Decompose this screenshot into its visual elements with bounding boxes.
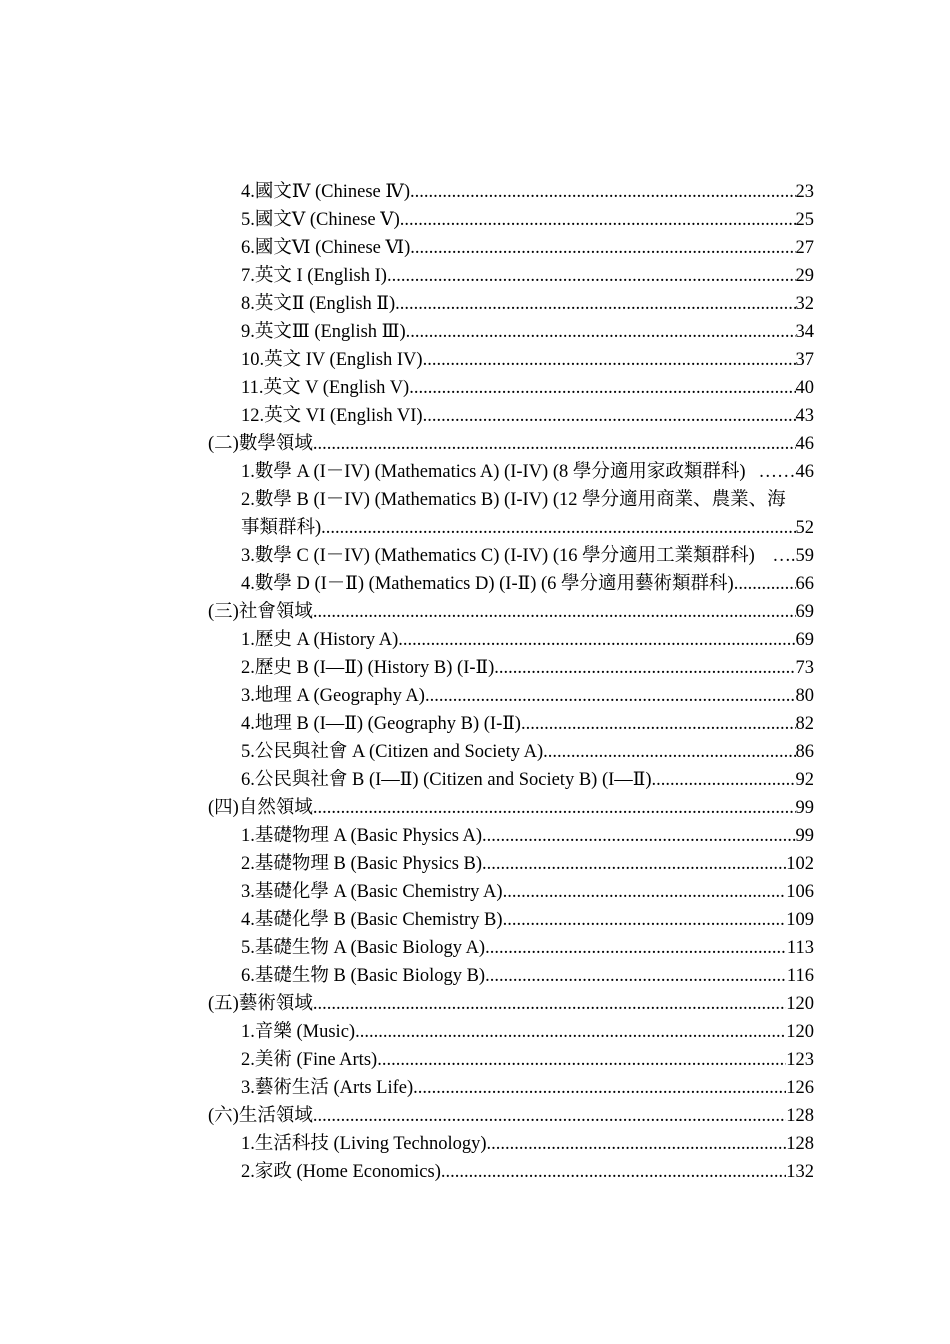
toc-entry-label: 10.英文 IV (English IV): [241, 350, 423, 370]
toc-entry-label: 4.地理 B (I—Ⅱ) (Geography B) (I-Ⅱ): [241, 714, 521, 734]
dot-leader: [409, 374, 795, 402]
toc-entry[interactable]: [208, 682, 814, 710]
toc-entry-page-number: ….59: [772, 546, 814, 566]
toc-entry[interactable]: [208, 1158, 814, 1186]
toc-entry-label: (六)生活領域: [208, 1106, 313, 1126]
toc-entry-label: 8.英文Ⅱ (English Ⅱ): [241, 294, 396, 314]
toc-entry-label: 7.英文 I (English I): [241, 266, 387, 286]
toc-entry-page-number: 46: [795, 434, 814, 454]
toc-entry[interactable]: [208, 346, 814, 374]
toc-entry-page-number: 69: [795, 602, 814, 622]
toc-entry-label: 4.基礎化學 B (Basic Chemistry B): [241, 910, 503, 930]
dot-leader: [425, 682, 796, 710]
toc-entry-page-number: 52: [795, 518, 814, 538]
dot-leader: [441, 1158, 786, 1186]
toc-entry-label: 2.美術 (Fine Arts): [241, 1050, 378, 1070]
toc-entry-label: 1.基礎物理 A (Basic Physics A): [241, 826, 483, 846]
dot-leader: [734, 570, 796, 598]
toc-entry[interactable]: [208, 234, 814, 262]
dot-leader: [321, 514, 795, 542]
toc-entry[interactable]: [208, 486, 814, 542]
toc-entry-page-number: 37: [795, 350, 814, 370]
toc-entry-page-number: 132: [786, 1162, 814, 1182]
toc-entry-page-number: 66: [795, 574, 814, 594]
toc-entry-page-number: 40: [795, 378, 814, 398]
toc-entry-page-number: 120: [786, 1022, 814, 1042]
toc-entry[interactable]: [208, 262, 814, 290]
dot-leader: [395, 290, 795, 318]
toc-entry-page-number: 27: [795, 238, 814, 258]
toc-entry-page-number: 99: [795, 826, 814, 846]
toc-entry-label: 1.生活科技 (Living Technology): [241, 1134, 487, 1154]
toc-entry-label: 6.基礎生物 B (Basic Biology B): [241, 966, 486, 986]
toc-entry-page-number: 69: [795, 630, 814, 650]
toc-entry-label: (四)自然領域: [208, 798, 313, 818]
toc-entry-label: 2.歷史 B (I—Ⅱ) (History B) (I-Ⅱ): [241, 658, 495, 678]
toc-entry-page-number: 73: [795, 658, 814, 678]
toc-entry-page-number: 92: [795, 770, 814, 790]
dot-leader: [355, 1018, 786, 1046]
toc-entry-page-number: 128: [786, 1106, 814, 1126]
toc-entry[interactable]: [208, 402, 814, 430]
toc-entry[interactable]: [208, 318, 814, 346]
toc-entry[interactable]: [208, 878, 814, 906]
toc-entry-last-line: [241, 514, 814, 542]
dot-leader: [652, 766, 796, 794]
dot-leader: [410, 234, 795, 262]
dot-leader: [503, 906, 787, 934]
dot-leader: [313, 990, 786, 1018]
toc-section-heading[interactable]: [208, 598, 814, 626]
toc-section-heading[interactable]: [208, 430, 814, 458]
dot-leader: [487, 1130, 787, 1158]
toc-entry[interactable]: [208, 374, 814, 402]
toc-entry[interactable]: [208, 710, 814, 738]
toc-entry[interactable]: [208, 178, 814, 206]
toc-entry[interactable]: [208, 1074, 814, 1102]
toc-entry-page-number: 113: [786, 938, 814, 958]
toc-entry[interactable]: [208, 1018, 814, 1046]
toc-entry-page-number: 82: [795, 714, 814, 734]
toc-entry[interactable]: [208, 850, 814, 878]
toc-entry-label: (二)數學領域: [208, 434, 313, 454]
table-of-contents: [208, 178, 814, 1186]
dot-leader: [313, 598, 796, 626]
toc-section-heading[interactable]: [208, 1102, 814, 1130]
toc-entry-label: 5.國文Ⅴ (Chinese Ⅴ): [241, 210, 400, 230]
toc-entry-label: 6.公民與社會 B (I—Ⅱ) (Citizen and Society B) (I—Ⅱ): [241, 770, 652, 790]
dot-leader: [400, 206, 796, 234]
dot-leader: [406, 318, 796, 346]
toc-entry-label: 1.數學 A (I－IV) (Mathematics A) (I-IV) (8 學分適用家政類群科): [241, 462, 746, 482]
toc-entry-label: 2.家政 (Home Economics): [241, 1162, 441, 1182]
toc-entry-page-number: 80: [795, 686, 814, 706]
toc-entry-page-number: 102: [786, 854, 814, 874]
toc-entry-page-number: 23: [795, 182, 814, 202]
toc-entry[interactable]: [208, 906, 814, 934]
dot-leader: [503, 878, 787, 906]
toc-entry-label: 4.國文Ⅳ (Chinese Ⅳ): [241, 182, 411, 202]
toc-entry-page-number: 29: [795, 266, 814, 286]
toc-entry-label: 2.基礎物理 B (Basic Physics B): [241, 854, 483, 874]
toc-entry-label: 3.基礎化學 A (Basic Chemistry A): [241, 882, 503, 902]
toc-entry[interactable]: [208, 654, 814, 682]
toc-entry-page-number: 43: [795, 406, 814, 426]
toc-entry[interactable]: [208, 962, 814, 990]
toc-entry-label: 5.基礎生物 A (Basic Biology A): [241, 938, 486, 958]
dot-leader: [313, 794, 796, 822]
toc-entry-page-number: 86: [795, 742, 814, 762]
toc-entry-page-number: ……46: [758, 462, 814, 482]
toc-entry-label: 3.數學 C (I－IV) (Mathematics C) (I-IV) (16 學分適用工業類群科): [241, 546, 755, 566]
dot-leader: [398, 626, 795, 654]
dot-leader: [413, 1074, 786, 1102]
toc-entry[interactable]: [208, 542, 814, 570]
dot-leader: [482, 822, 795, 850]
toc-entry[interactable]: [208, 822, 814, 850]
toc-entry-page-number: 126: [786, 1078, 814, 1098]
dot-leader: [410, 178, 795, 206]
dot-leader: [521, 710, 796, 738]
toc-entry-page-number: 34: [795, 322, 814, 342]
toc-entry[interactable]: [208, 934, 814, 962]
toc-entry-label: 1.音樂 (Music): [241, 1022, 356, 1042]
toc-entry[interactable]: [208, 458, 814, 486]
toc-entry-label: 9.英文Ⅲ (English Ⅲ): [241, 322, 406, 342]
toc-entry-page-number: 116: [786, 966, 814, 986]
toc-entry-label: 6.國文Ⅵ (Chinese Ⅵ): [241, 238, 411, 258]
dot-leader: [485, 934, 787, 962]
toc-entry[interactable]: [208, 290, 814, 318]
dot-leader: [423, 402, 796, 430]
dot-leader: [543, 738, 795, 766]
dot-leader: [494, 654, 795, 682]
toc-entry-page-number: 123: [786, 1050, 814, 1070]
toc-entry-label: 11.英文 V (English V): [241, 378, 410, 398]
toc-section-heading[interactable]: [208, 990, 814, 1018]
toc-section-heading[interactable]: [208, 794, 814, 822]
dot-leader: [423, 346, 796, 374]
dot-leader: [485, 962, 787, 990]
toc-entry-page-number: 128: [786, 1134, 814, 1154]
toc-entry-label: 4.數學 D (I－Ⅱ) (Mathematics D) (I-Ⅱ) (6 學分適用藝術類群科): [241, 574, 734, 594]
toc-entry[interactable]: [208, 738, 814, 766]
toc-entry-page-number: 106: [786, 882, 814, 902]
toc-entry[interactable]: [208, 766, 814, 794]
toc-entry-label: 12.英文 VI (English VI): [241, 406, 423, 426]
dot-leader: [313, 430, 796, 458]
toc-entry[interactable]: [208, 570, 814, 598]
toc-entry-label-line2: 事類群科): [241, 518, 322, 538]
toc-entry-label: (五)藝術領域: [208, 994, 313, 1014]
toc-entry-page-number: 25: [795, 210, 814, 230]
dot-leader: [313, 1102, 786, 1130]
toc-entry-label: 3.藝術生活 (Arts Life): [241, 1078, 414, 1098]
toc-entry-page-number: 32: [795, 294, 814, 314]
toc-entry-page-number: 109: [786, 910, 814, 930]
toc-entry-page-number: 99: [795, 798, 814, 818]
toc-entry[interactable]: [208, 1046, 814, 1074]
toc-entry-label-line1: 2.數學 B (I－IV) (Mathematics B) (I-IV) (12 學分適用商業、農業、海: [241, 490, 786, 510]
toc-entry-label: (三)社會領域: [208, 602, 313, 622]
toc-entry-label: 3.地理 A (Geography A): [241, 686, 425, 706]
toc-entry[interactable]: [208, 206, 814, 234]
dot-leader: [377, 1046, 786, 1074]
toc-entry[interactable]: [208, 626, 814, 654]
dot-leader: [387, 262, 796, 290]
toc-entry-page-number: 120: [786, 994, 814, 1014]
toc-entry-label: 5.公民與社會 A (Citizen and Society A): [241, 742, 544, 762]
toc-entry[interactable]: [208, 1130, 814, 1158]
dot-leader: [482, 850, 786, 878]
toc-entry-label: 1.歷史 A (History A): [241, 630, 399, 650]
